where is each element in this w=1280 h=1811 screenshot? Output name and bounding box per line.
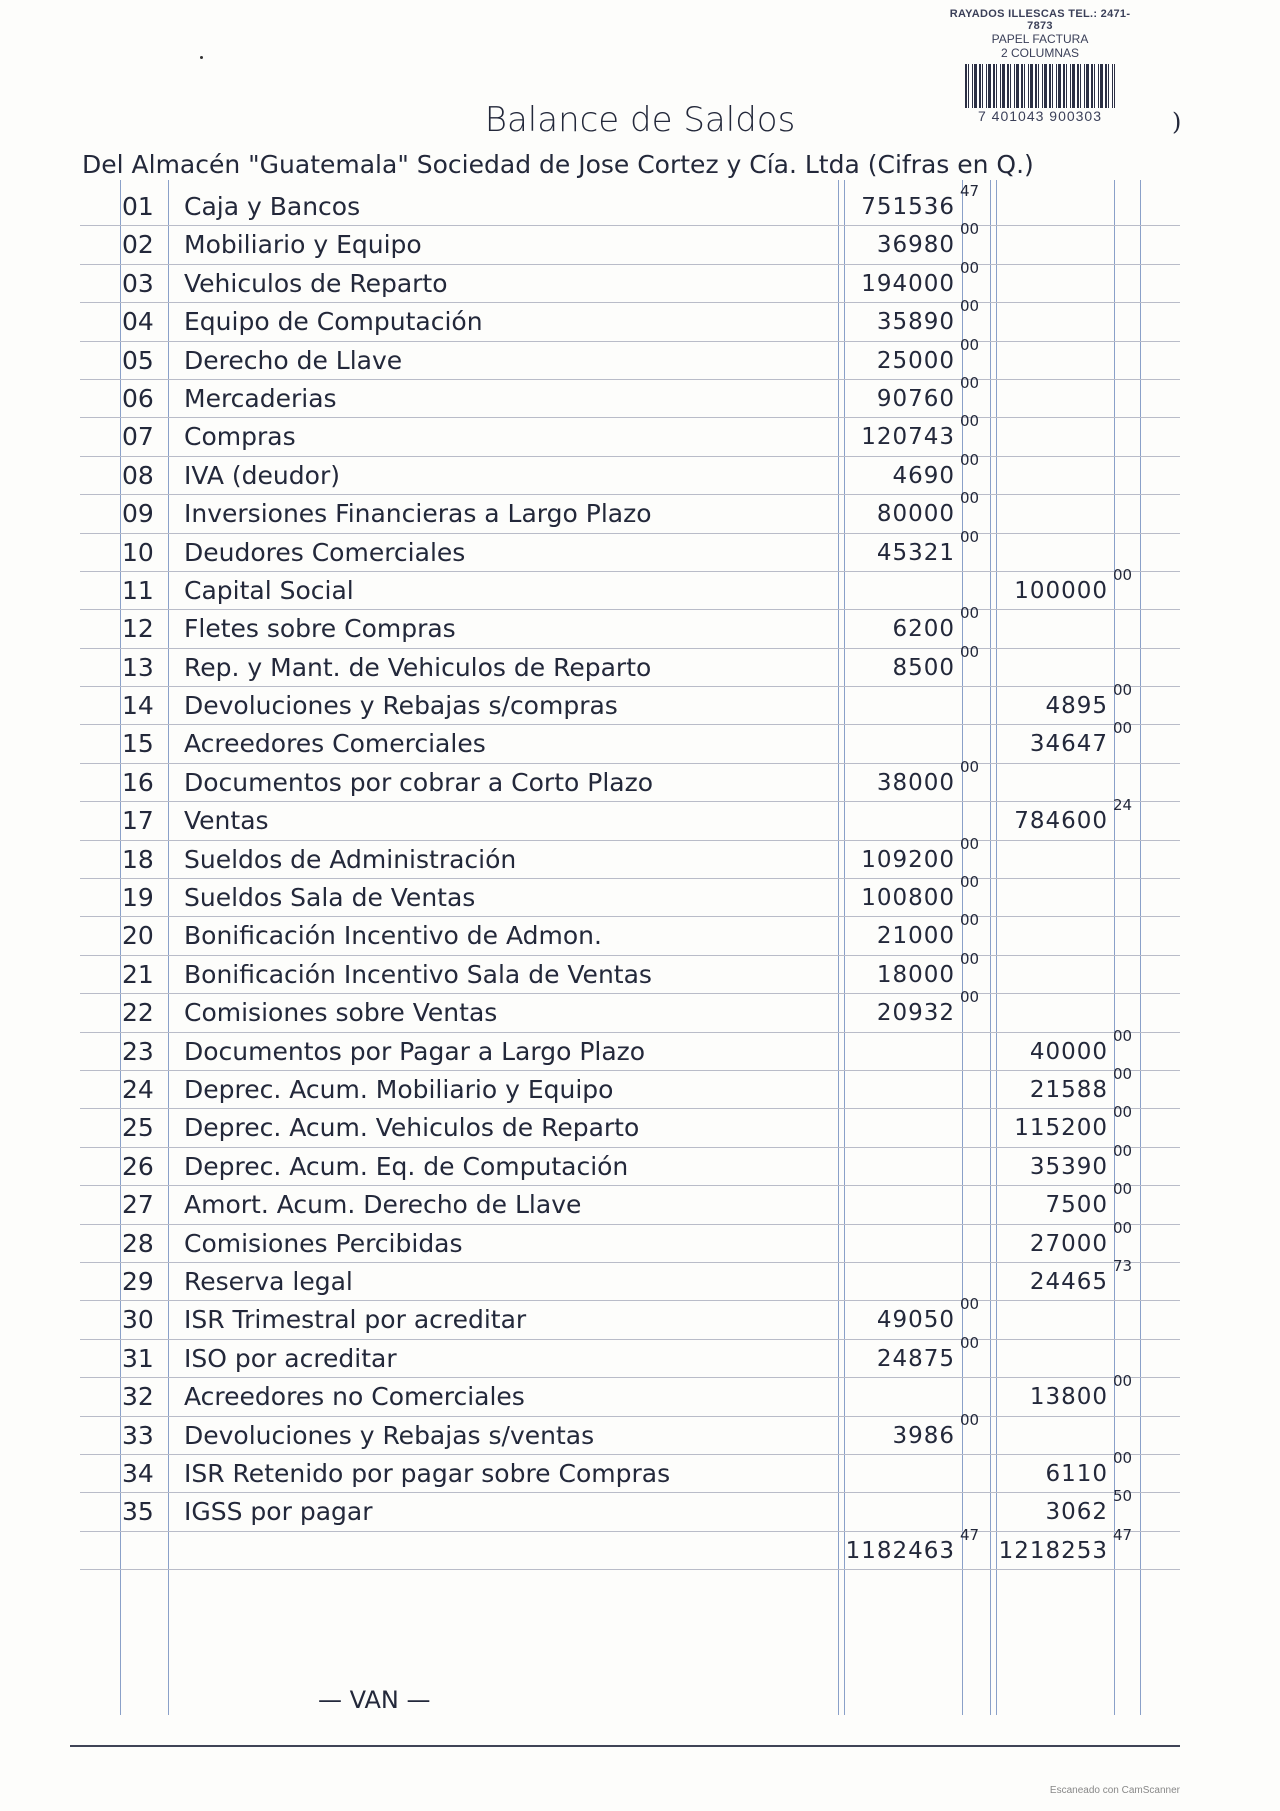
account-name: Deprec. Acum. Mobiliario y Equipo xyxy=(184,1074,614,1104)
account-name: Equipo de Computación xyxy=(184,307,483,337)
ledger-row xyxy=(80,1525,1180,1570)
ledger-row xyxy=(80,297,1180,341)
debit-amount: 45321 xyxy=(876,539,955,566)
credit-cents: 00 xyxy=(1113,1448,1133,1467)
debit-amount: 194000 xyxy=(861,270,955,297)
credit-amount: 7500 xyxy=(1045,1192,1108,1219)
debit-amount: 90760 xyxy=(876,385,955,412)
account-number: 31 xyxy=(122,1343,154,1373)
debit-amount: 120743 xyxy=(861,424,955,451)
credit-cents: 73 xyxy=(1113,1256,1133,1275)
debit-amount: 35890 xyxy=(876,309,955,336)
ledger-row xyxy=(80,1064,1180,1109)
account-number: 25 xyxy=(122,1113,154,1143)
account-name: Deprec. Acum. Vehiculos de Reparto xyxy=(184,1113,640,1143)
account-name: Acreedores no Comerciales xyxy=(184,1382,525,1412)
scanner-footer: Escaneado con CamScanner xyxy=(1049,1785,1180,1796)
account-number: 13 xyxy=(122,652,154,682)
credit-cents: 00 xyxy=(1113,1141,1133,1160)
ledger-row xyxy=(80,1141,1180,1186)
ledger-row xyxy=(80,1410,1180,1455)
ledger-row xyxy=(80,988,1180,1032)
credit-cents: 50 xyxy=(1113,1487,1133,1506)
credit-cents: 00 xyxy=(1113,1103,1133,1122)
account-number: 06 xyxy=(122,383,154,413)
debit-cents: 00 xyxy=(960,834,980,853)
page-subtitle: Del Almacén "Guatemala" Sociedad de Jose Cortez y Cía. Ltda (Cifras en Q.) xyxy=(82,150,1034,179)
account-number: 26 xyxy=(122,1151,154,1181)
account-name: Documentos por cobrar a Corto Plazo xyxy=(184,767,654,797)
credit-amount: 784600 xyxy=(1014,808,1108,835)
ledger-row xyxy=(80,1372,1180,1416)
credit-cents: 47 xyxy=(1113,1525,1133,1544)
debit-cents: 00 xyxy=(960,642,980,661)
account-name: Bonificación Incentivo de Admon. xyxy=(184,921,602,951)
account-name: ISR Trimestral por acreditar xyxy=(184,1305,527,1335)
debit-cents: 00 xyxy=(960,757,980,776)
debit-amount: 25000 xyxy=(876,347,955,374)
credit-amount: 1218253 xyxy=(998,1537,1108,1564)
debit-cents: 00 xyxy=(960,1410,980,1429)
account-name: Comisiones Percibidas xyxy=(184,1228,463,1258)
debit-amount: 49050 xyxy=(876,1307,955,1334)
account-number: 29 xyxy=(122,1266,154,1296)
account-number: 19 xyxy=(122,883,154,913)
debit-cents: 00 xyxy=(960,1333,980,1352)
ledger-row xyxy=(80,1026,1180,1071)
debit-cents: 00 xyxy=(960,1295,980,1314)
account-number: 16 xyxy=(122,767,154,797)
debit-amount: 4690 xyxy=(892,462,955,489)
credit-amount: 4895 xyxy=(1045,693,1108,720)
credit-cents: 00 xyxy=(1113,681,1133,700)
ledger-row xyxy=(80,412,1180,456)
account-number: 22 xyxy=(122,998,154,1028)
ledger-row xyxy=(80,604,1180,648)
debit-cents: 00 xyxy=(960,988,980,1007)
account-number: 08 xyxy=(122,460,154,490)
credit-amount: 34647 xyxy=(1029,731,1108,758)
credit-cents: 00 xyxy=(1113,1064,1133,1083)
account-name: Deudores Comerciales xyxy=(184,537,466,567)
account-number: 34 xyxy=(122,1458,154,1488)
stamp-columns: 2 COLUMNAS xyxy=(1000,46,1080,60)
debit-cents: 00 xyxy=(960,220,980,239)
account-name: Devoluciones y Rebajas s/ventas xyxy=(184,1420,595,1450)
debit-amount: 109200 xyxy=(861,846,955,873)
account-name: ISR Retenido por pagar sobre Compras xyxy=(184,1458,671,1488)
ledger-row xyxy=(80,834,1180,879)
debit-cents: 00 xyxy=(960,489,980,508)
account-number: 20 xyxy=(122,921,154,951)
credit-amount: 27000 xyxy=(1029,1230,1108,1257)
account-name: Caja y Bancos xyxy=(184,192,361,221)
debit-cents: 00 xyxy=(960,527,980,546)
credit-amount: 21588 xyxy=(1029,1076,1108,1103)
account-name: Vehiculos de Reparto xyxy=(184,268,448,298)
credit-amount: 40000 xyxy=(1029,1038,1108,1065)
credit-amount: 6110 xyxy=(1045,1460,1108,1487)
account-name: Ventas xyxy=(184,806,269,836)
account-name: Bonificación Incentivo Sala de Ventas xyxy=(184,959,652,989)
account-number: 23 xyxy=(122,1036,154,1066)
credit-amount: 3062 xyxy=(1045,1499,1108,1526)
account-number: 33 xyxy=(122,1420,154,1450)
credit-amount: 35390 xyxy=(1029,1153,1108,1180)
account-name: IGSS por pagar xyxy=(184,1497,373,1527)
account-number: 09 xyxy=(122,499,154,529)
debit-amount: 24875 xyxy=(876,1345,955,1372)
ledger-row xyxy=(80,220,1180,264)
account-name: Mobiliario y Equipo xyxy=(184,230,422,260)
barcode-number: 7 401043 900303 xyxy=(978,108,1102,124)
account-name: ISO por acreditar xyxy=(184,1343,397,1373)
account-number: 32 xyxy=(122,1382,154,1412)
bottom-rule xyxy=(70,1745,1180,1747)
credit-cents: 00 xyxy=(1113,1218,1133,1237)
account-number: 04 xyxy=(122,307,154,337)
account-number: 28 xyxy=(122,1228,154,1258)
account-number: 35 xyxy=(122,1497,154,1527)
account-name: Mercaderias xyxy=(184,383,337,413)
account-number: 10 xyxy=(122,537,154,567)
account-name: IVA (deudor) xyxy=(184,460,340,490)
ledger-row xyxy=(80,1180,1180,1224)
debit-cents: 00 xyxy=(960,450,980,469)
ledger-row xyxy=(80,335,1180,380)
account-number: 18 xyxy=(122,844,154,874)
credit-amount: 13800 xyxy=(1029,1384,1108,1411)
ledger-row xyxy=(80,1218,1180,1263)
debit-amount: 36980 xyxy=(876,232,955,259)
account-number: 11 xyxy=(122,575,154,605)
debit-amount: 6200 xyxy=(892,616,955,643)
ledger-row xyxy=(80,1448,1180,1493)
credit-cents: 24 xyxy=(1113,796,1133,815)
account-number: 02 xyxy=(122,230,154,260)
debit-cents: 00 xyxy=(960,373,980,392)
ledger-row xyxy=(80,719,1180,763)
account-name: Capital Social xyxy=(184,575,354,605)
ledger-row xyxy=(80,182,1180,226)
account-name: Reserva legal xyxy=(184,1266,353,1296)
account-name: Fletes sobre Compras xyxy=(184,614,456,644)
account-name: Derecho de Llave xyxy=(184,345,403,375)
account-number: 17 xyxy=(122,806,154,836)
credit-cents: 00 xyxy=(1113,565,1133,584)
debit-amount: 80000 xyxy=(876,501,955,528)
account-name: Deprec. Acum. Eq. de Computación xyxy=(184,1151,629,1181)
debit-cents: 00 xyxy=(960,297,980,316)
credit-amount: 115200 xyxy=(1014,1115,1108,1142)
account-name: Sueldos de Administración xyxy=(184,844,517,874)
debit-amount: 3986 xyxy=(892,1422,955,1449)
account-name: Rep. y Mant. de Vehiculos de Reparto xyxy=(184,652,652,682)
debit-amount: 21000 xyxy=(876,923,955,950)
stamp-company: RAYADOS ILLESCAS TEL.: 2471-7873 xyxy=(949,8,1131,32)
account-number: 05 xyxy=(122,345,154,375)
ledger-row xyxy=(80,373,1180,418)
ledger-row xyxy=(80,911,1180,955)
debit-cents: 47 xyxy=(960,1525,980,1544)
debit-amount: 8500 xyxy=(892,654,955,681)
account-name: Documentos por Pagar a Largo Plazo xyxy=(184,1036,646,1066)
debit-amount: 38000 xyxy=(876,769,955,796)
credit-amount: 24465 xyxy=(1029,1268,1108,1295)
ledger-row xyxy=(80,489,1180,533)
account-number: 07 xyxy=(122,422,154,452)
account-name: Compras xyxy=(184,422,296,452)
debit-cents: 00 xyxy=(960,258,980,277)
ledger-row xyxy=(80,258,1180,303)
account-name: Amort. Acum. Derecho de Llave xyxy=(184,1190,582,1220)
debit-cents: 00 xyxy=(960,873,980,892)
account-number: 21 xyxy=(122,959,154,989)
credit-cents: 00 xyxy=(1113,1372,1133,1391)
credit-cents: 00 xyxy=(1113,1026,1133,1045)
ledger-row xyxy=(80,1256,1180,1301)
ledger-row xyxy=(80,1487,1180,1531)
ledger-table xyxy=(80,182,1180,1570)
ink-dot xyxy=(200,56,203,59)
stamp-type: PAPEL FACTURA xyxy=(991,32,1089,46)
account-number: 27 xyxy=(122,1190,154,1220)
account-name: Sueldos Sala de Ventas xyxy=(184,883,476,913)
account-name: Acreedores Comerciales xyxy=(184,729,486,759)
ledger-row xyxy=(80,1103,1180,1147)
account-number: 03 xyxy=(122,268,154,298)
margin-mark: ) xyxy=(1172,108,1182,136)
account-name: Devoluciones y Rebajas s/compras xyxy=(184,691,618,721)
debit-cents: 47 xyxy=(960,182,980,200)
account-number: 30 xyxy=(122,1305,154,1335)
ledger-row xyxy=(80,796,1180,840)
debit-cents: 00 xyxy=(960,412,980,431)
ledger-row xyxy=(80,949,1180,994)
carry-forward-label: — VAN — xyxy=(318,1686,431,1714)
account-number: 24 xyxy=(122,1074,154,1104)
account-number: 01 xyxy=(122,192,154,221)
ledger-row xyxy=(80,757,1180,802)
account-number: 15 xyxy=(122,729,154,759)
account-name: Comisiones sobre Ventas xyxy=(184,998,498,1028)
ledger-row xyxy=(80,527,1180,572)
debit-amount: 100800 xyxy=(861,885,955,912)
account-name: Inversiones Financieras a Largo Plazo xyxy=(184,499,652,529)
ledger-row xyxy=(80,565,1180,610)
debit-cents: 00 xyxy=(960,911,980,930)
debit-cents: 00 xyxy=(960,335,980,354)
account-number: 12 xyxy=(122,614,154,644)
ledger-row xyxy=(80,1295,1180,1339)
ledger-row xyxy=(80,681,1180,725)
debit-amount: 1182463 xyxy=(845,1537,955,1564)
credit-cents: 00 xyxy=(1113,1180,1133,1199)
ledger-row xyxy=(80,642,1180,687)
page-title: Balance de Saldos xyxy=(484,100,796,140)
debit-amount: 20932 xyxy=(876,1000,955,1027)
debit-amount: 18000 xyxy=(876,961,955,988)
debit-cents: 00 xyxy=(960,604,980,623)
debit-amount: 751536 xyxy=(861,194,955,220)
credit-cents: 00 xyxy=(1113,719,1133,738)
credit-amount: 100000 xyxy=(1014,577,1108,604)
ledger-row xyxy=(80,450,1180,495)
account-number: 14 xyxy=(122,691,154,721)
ledger-row xyxy=(80,1333,1180,1378)
debit-cents: 00 xyxy=(960,949,980,968)
ledger-row xyxy=(80,873,1180,917)
